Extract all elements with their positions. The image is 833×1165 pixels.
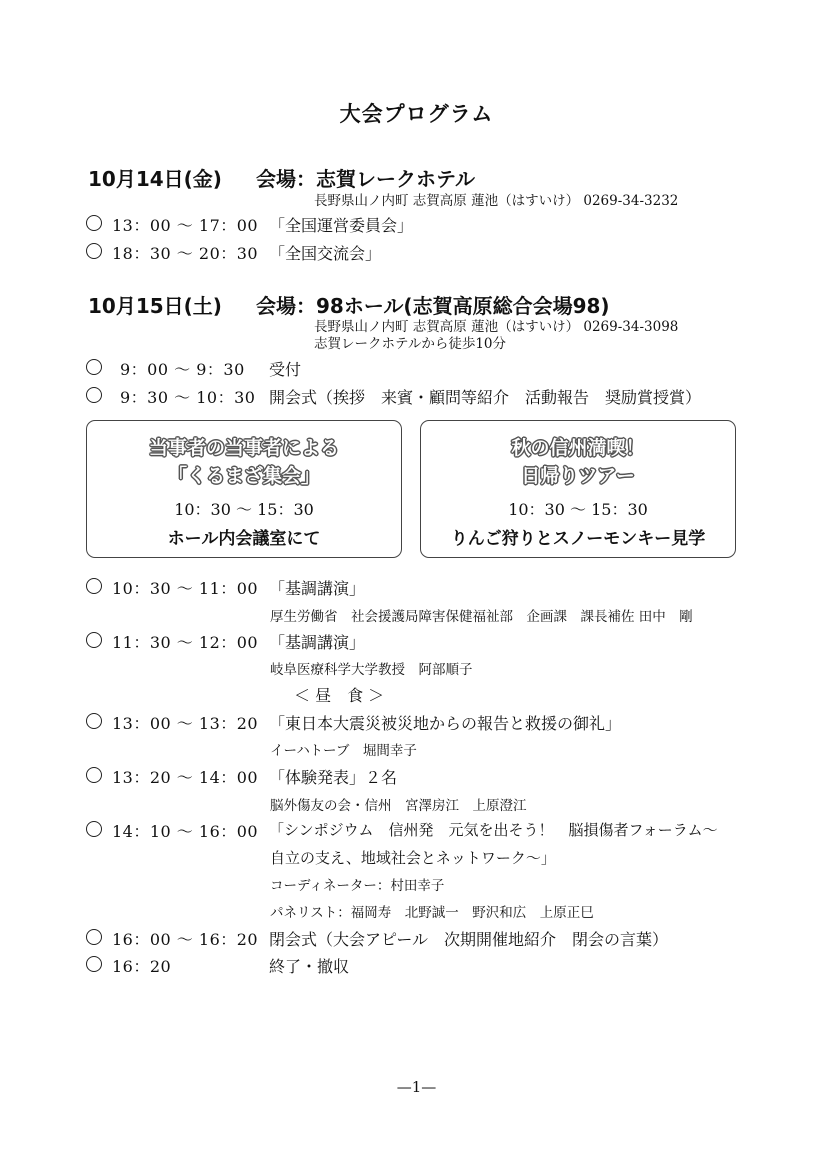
circle-bullet-icon <box>86 929 102 945</box>
circle-bullet-icon <box>86 359 102 375</box>
speaker-line: イーハトーブ 堀間幸子 <box>270 743 417 759</box>
box-heading: 秋の信州満喫！ <box>511 437 645 459</box>
day2-access: 志賀レークホテルから徒歩10分 <box>314 336 507 352</box>
box-heading: 日帰りツアー <box>521 465 635 487</box>
box-kurumaza-meeting <box>86 420 402 558</box>
box-heading: 当事者の当事者による <box>148 437 339 459</box>
symposium-title-cont: 自立の支え、地域社会とネットワーク～」 <box>270 849 556 867</box>
schedule-time: 11：30 ～ 12：00 <box>112 633 259 652</box>
schedule-time: 16：20 <box>112 957 172 976</box>
schedule-event: 「体験発表」２名 <box>269 768 398 787</box>
schedule-event: 開会式（挨拶 来賓・顧問等紹介 活動報告 奨励賞授賞） <box>269 388 702 407</box>
day2-address: 長野県山ノ内町 志賀高原 蓮池（はすいけ） 0269-34-3098 <box>314 319 679 335</box>
day2-venue: 会場：98ホール(志賀高原総合会場98) <box>256 294 610 318</box>
coordinator-line: コーディネーター：村田幸子 <box>270 878 445 894</box>
box-heading: 「くるまざ集会」 <box>167 465 320 487</box>
schedule-time: 9：30 ～ 10：30 <box>120 388 256 407</box>
speaker-line: 厚生労働省 社会援護局障害保健福祉部 企画課 課長補佐 田中 剛 <box>270 609 693 625</box>
lunch-break: ＜ 昼 食 ＞ <box>294 686 385 705</box>
page-title: 大会プログラム <box>339 102 494 126</box>
speaker-line: 脳外傷友の会・信州 宮澤房江 上原澄江 <box>270 798 527 814</box>
day2-date: 10月15日(土) <box>88 294 222 318</box>
schedule-time: 10：30 ～ 11：00 <box>112 579 259 598</box>
box-activity: りんご狩りとスノーモンキー見学 <box>450 529 706 549</box>
schedule-event: 「全国交流会」 <box>269 244 382 263</box>
circle-bullet-icon <box>86 215 102 231</box>
schedule-event: 「全国運営委員会」 <box>269 216 414 235</box>
panelists-line: パネリスト：福岡寿 北野誠一 野沢和広 上原正巳 <box>270 905 594 921</box>
schedule-time: 14：10 ～ 16：00 <box>112 822 259 841</box>
schedule-time: 13：20 ～ 14：00 <box>112 768 259 787</box>
schedule-event: 終了・撤収 <box>269 957 350 976</box>
schedule-time: 13：00 ～ 17：00 <box>112 216 259 235</box>
schedule-time: 9：00 ～ 9：30 <box>120 360 245 379</box>
day1-date: 10月14日(金) <box>88 167 222 191</box>
circle-bullet-icon <box>86 387 102 403</box>
schedule-time: 18：30 ～ 20：30 <box>112 244 259 263</box>
box-time: 10：30 ～ 15：30 <box>174 500 314 519</box>
circle-bullet-icon <box>86 632 102 648</box>
speaker-line: 岐阜医療科学大学教授 阿部順子 <box>270 662 473 678</box>
circle-bullet-icon <box>86 956 102 972</box>
box-time: 10：30 ～ 15：30 <box>508 500 648 519</box>
circle-bullet-icon <box>86 821 102 837</box>
day1-venue: 会場：志賀レークホテル <box>256 167 475 191</box>
schedule-event: 「シンポジウム 信州発 元気を出そう！ 脳損傷者フォーラム～ <box>269 821 718 839</box>
day1-address: 長野県山ノ内町 志賀高原 蓮池（はすいけ） 0269-34-3232 <box>314 193 679 209</box>
schedule-event: 「東日本大震災被災地からの報告と救援の御礼」 <box>269 714 622 733</box>
circle-bullet-icon <box>86 243 102 259</box>
circle-bullet-icon <box>86 767 102 783</box>
box-location: ホール内会議室にて <box>167 529 321 549</box>
schedule-time: 13：00 ～ 13：20 <box>112 714 259 733</box>
schedule-event: 「基調講演」 <box>269 579 366 598</box>
page-number: —1— <box>396 1078 437 1096</box>
box-day-tour <box>420 420 736 558</box>
schedule-time: 16：00 ～ 16：20 <box>112 930 259 949</box>
circle-bullet-icon <box>86 713 102 729</box>
schedule-event: 受付 <box>269 360 302 379</box>
schedule-event: 閉会式（大会アピール 次期開催地紹介 閉会の言葉） <box>269 930 669 949</box>
schedule-event: 「基調講演」 <box>269 633 366 652</box>
circle-bullet-icon <box>86 578 102 594</box>
